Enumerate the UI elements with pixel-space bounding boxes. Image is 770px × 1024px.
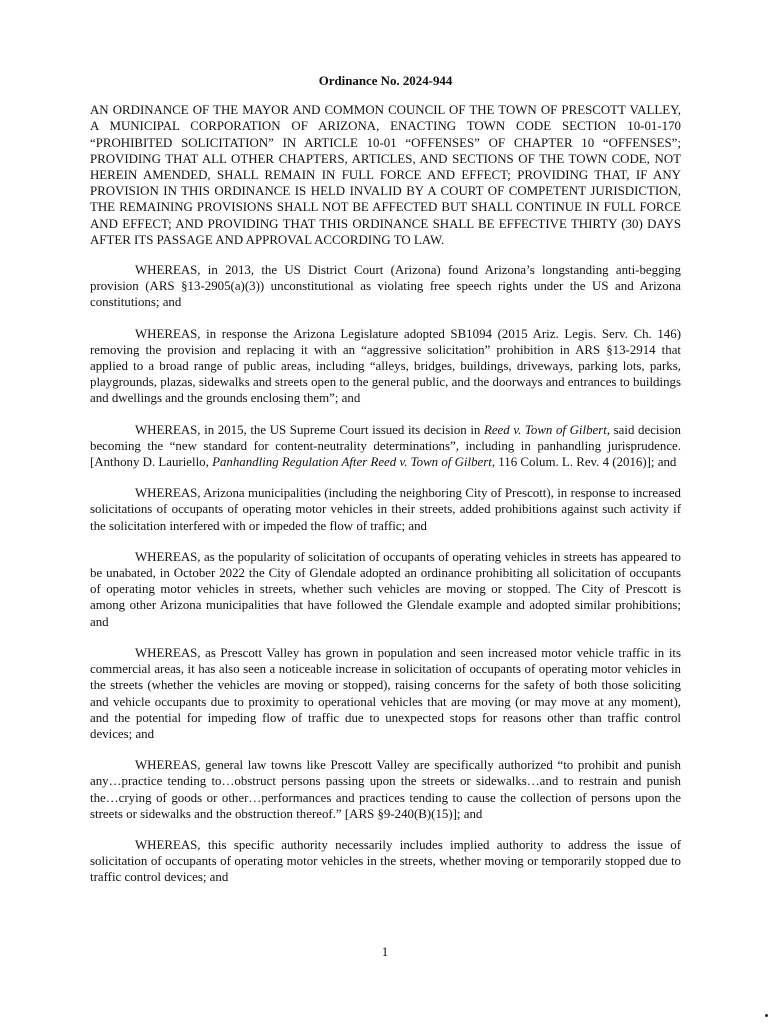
article-citation-title: Panhandling Regulation After Reed v. Town of Gilbert — [212, 455, 492, 470]
whereas-clause-1: WHEREAS, in 2013, the US District Court (Arizona) found Arizona’s longstanding anti-begging provision (ARS §13-2905(a)(3)) unconstitutional as violating free speech rights under the US and Arizona constitutions; and — [90, 263, 681, 310]
whereas-clause-3-text-c: , 116 Colum. L. Rev. 4 (2016)]; and — [491, 455, 677, 470]
ordinance-preamble: AN ORDINANCE OF THE MAYOR AND COMMON COUNCIL OF THE TOWN OF PRESCOTT VALLEY, A MUNICIPAL CORPORATION OF ARIZONA, ENACTING TOWN CODE SECTION 10-01-170 “PROHIBITED SOLICITATION” IN ARTICLE 10-01 “OFFENSES” OF CHAPTER 10 “OFFENSES”; PROVIDING THAT ALL OTHER CHAPTERS, ARTICLES, AND SECTIONS OF THE TOWN CODE, NOT HEREIN AMENDED, SHALL REMAIN IN FULL FORCE AND EFFECT; PROVIDING THAT, IF ANY PROVISION IN THIS ORDINANCE IS HELD INVALID BY A COURT OF COMPETENT JURISDICTION, THE REMAINING PROVISIONS SHALL NOT BE AFFECTED BUT SHALL CONTINUE IN FULL FORCE AND EFFECT; AND PROVIDING THAT THIS ORDINANCE SHALL BE EFFECTIVE THIRTY (30) DAYS AFTER ITS PASSAGE AND APPROVAL ACCORDING TO LAW. — [90, 103, 681, 247]
whereas-clause-8: WHEREAS, this specific authority necessarily includes implied authority to address the issue of solicitation of occupants of operating motor vehicles in the streets, whether moving or temporarily stopped due to traffic control devices; and — [90, 837, 681, 885]
whereas-clause-3-text-b: , said decision becoming the “new standard for content-neutrality determinations”, including in panhandling jurisprudence. [Anthony D. Lauriello, — [90, 422, 681, 470]
whereas-clause-5: WHEREAS, as the popularity of solicitation of occupants of operating vehicles in streets has appeared to be unabated, in October 2022 the City of Glendale adopted an ordinance prohibiting all solicitation of occupants of operating motor vehicles in streets, whether such vehicles are moving or stopped. The City of Prescott is among other Arizona municipalities that have followed the Glendale example and adopted similar prohibitions; and — [90, 549, 681, 629]
whereas-clause-3-text-a: WHEREAS, in 2015, the US Supreme Court issued its decision in — [135, 422, 484, 437]
corner-dot — [765, 1014, 768, 1017]
whereas-clause-4: WHEREAS, Arizona municipalities (including the neighboring City of Prescott), in response to increased solicitations of occupants of operating motor vehicles in their streets, added prohibitions against such activity if the solicitation interfered with or impeded the flow of traffic; and — [90, 486, 681, 533]
whereas-clause-2: WHEREAS, in response the Arizona Legislature adopted SB1094 (2015 Ariz. Legis. Serv. Ch. 146) removing the provision and replacing it with an “aggressive solicitation” prohibition in ARS §13-2914 that applied to a broad range of public areas, including “alleys, bridges, buildings, driveways, parking lots, parks, playgrounds, plazas, sidewalks and streets open to the general public, and the doorways and entrances to buildings and dwellings and the grounds enclosing them”; and — [90, 326, 681, 406]
document-page — [90, 73, 681, 886]
page-number: 1 — [381, 945, 389, 959]
case-citation-reed: Reed v. Town of Gilbert — [483, 422, 607, 437]
whereas-clause-7: WHEREAS, general law towns like Prescott Valley are specifically authorized “to prohibit and punish any…practice tending to…obstruct persons passing upon the streets or sidewalks…and to restrain and punish the…crying of goods or other…performances and practices tending to cause the collection of persons upon the streets or sidewalks and the obstruction thereof.” [ARS §9-240(B)(15)]; and — [90, 758, 681, 821]
whereas-clause-6: WHEREAS, as Prescott Valley has grown in population and seen increased motor vehicle traffic in its commercial areas, it has also seen a noticeable increase in solicitation of occupants of operating motor vehicles in the streets (whether the vehicles are moving or stopped), raising concerns for the safety of both those soliciting and vehicle occupants due to proximity to operational vehicles that are moving (or may move at any moment), and the potential for impeding flow of traffic due to unexpected stops for reasons other than traffic control devices; and — [90, 645, 681, 741]
ordinance-title: Ordinance No. 2024-944 — [318, 74, 453, 88]
whereas-clause-3 — [90, 422, 681, 471]
